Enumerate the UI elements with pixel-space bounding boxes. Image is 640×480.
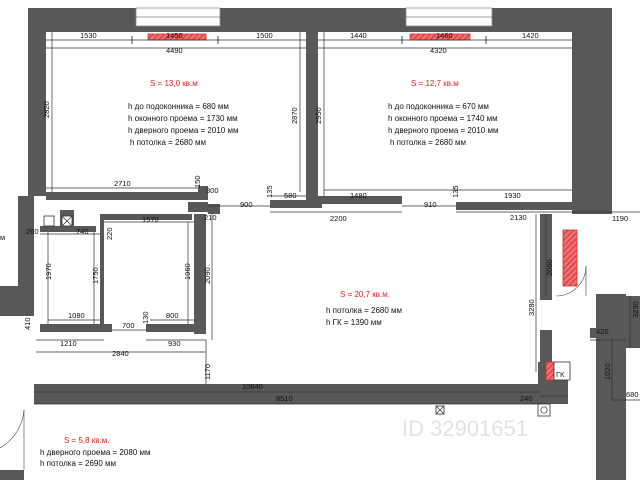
dim-1420: 1420 [522,31,539,40]
dim-210: 210 [204,213,217,222]
dim-2200: 2200 [330,214,347,223]
dim-260: 260 [26,227,39,236]
dim-240: 240 [520,394,533,403]
room2-area: S = 12,7 кв.м [411,79,459,88]
wall-bottom [34,384,554,404]
wall-lower-left-corner [0,470,24,480]
dim-900: 900 [240,200,253,209]
dim-300: 300 [206,186,219,195]
dim-150: 150 [193,175,202,188]
dim-10640: 10640 [242,382,263,391]
room-living [326,290,402,327]
dim-800: 800 [166,311,179,320]
dim-420: 420 [596,327,609,336]
riser-box-1 [44,216,54,226]
room-lower [40,436,150,468]
dim-2060: 2060 [545,259,554,276]
dim-2840: 2840 [112,349,129,358]
room1-note-1: h до подоконника = 680 мм [128,102,229,111]
riser-box-4 [538,404,550,416]
dim-130: 130 [141,311,150,324]
wall-bath-bottom [40,324,112,332]
dim-1970: 1970 [44,263,53,280]
dim-2820: 2820 [42,101,51,118]
dim-740: 740 [76,227,89,236]
dim-700: 700 [122,321,135,330]
wall-short-top [188,202,208,212]
dim-1170: 1170 [203,363,212,380]
dim-1480: 1480 [350,191,367,200]
dim-3230: 3230 [631,301,640,318]
room3-note-2: h ГК = 1390 мм [326,318,382,327]
dim-680: 680 [626,390,639,399]
room2-note-2: h оконного проема = 1740 мм [388,114,498,123]
dim-910: 910 [424,200,437,209]
room1-note-4: h потолка = 2680 мм [130,138,207,147]
dim-4490: 4490 [166,46,183,55]
room1-note-2: h оконного проема = 1730 мм [128,114,238,123]
dim-1450: 1450 [166,31,183,40]
wall-bed2-bottom-b [456,202,572,210]
room2-note-4: h потолка = 2680 мм [390,138,467,147]
dim-2870: 2870 [290,107,299,124]
dim-3280: 3280 [527,299,536,316]
room2-note-1: h до подоконника = 670 мм [388,102,489,111]
room1-note-3: h дверного проема = 2010 мм [128,126,239,135]
gk-label: ГК [556,370,565,379]
dim-1460: 1460 [436,31,453,40]
dim-1440: 1440 [350,31,367,40]
dim-1210: 1210 [60,339,77,348]
dim-1570: 1570 [142,215,159,224]
room4-note-1: h дверного проема = 2080 мм [40,448,151,457]
dim-4320: 4320 [430,46,447,55]
watermark: ID 32901651 [402,416,528,441]
wall-bed1-bottom [46,192,198,200]
room3-area: S = 20,7 кв.м. [340,290,390,299]
room2-note-3: h дверного проема = 2010 мм [388,126,499,135]
dim-1530: 1530 [80,31,97,40]
wall-right-lower-a [596,294,626,480]
dim-1020: 1020 [603,363,612,380]
dim-580: 580 [284,191,297,200]
wall-bed-mid-bottom [270,200,322,208]
room-bedroom-2 [388,79,498,147]
dim-1960: 1960 [183,263,192,280]
dim-2130: 2130 [510,213,527,222]
room4-note-2: h потолка = 2690 мм [40,459,117,468]
wall-left-stub [0,286,34,316]
dim-1750: 1750 [91,267,100,284]
dim-220: 220 [105,227,114,240]
wall-right [572,24,612,214]
edge-left-label: м [0,233,6,242]
dim-1080: 1080 [68,311,85,320]
dim-410: 410 [23,317,32,330]
room1-area: S = 13,0 кв.м [150,79,198,88]
room-bedroom-1 [128,79,238,147]
dim-1500: 1500 [256,31,273,40]
dim-8510: 8510 [276,394,293,403]
room4-area: S = 5,8 кв.м. [64,436,110,445]
dim-2090: 2090 [203,267,212,284]
dim-2950: 2950 [314,107,323,124]
dim-1930: 1930 [504,191,521,200]
wall-bath-bottom-b [146,324,206,332]
wall-bath-col [100,220,104,324]
radiator-hall [563,230,577,286]
dim-135a: 135 [265,185,274,198]
dim-1190: 1190 [612,214,629,223]
room3-note-1: h потолка = 2680 мм [326,306,403,315]
dim-135b: 135 [451,185,460,198]
dim-930: 930 [168,339,181,348]
dim-2710: 2710 [114,179,131,188]
